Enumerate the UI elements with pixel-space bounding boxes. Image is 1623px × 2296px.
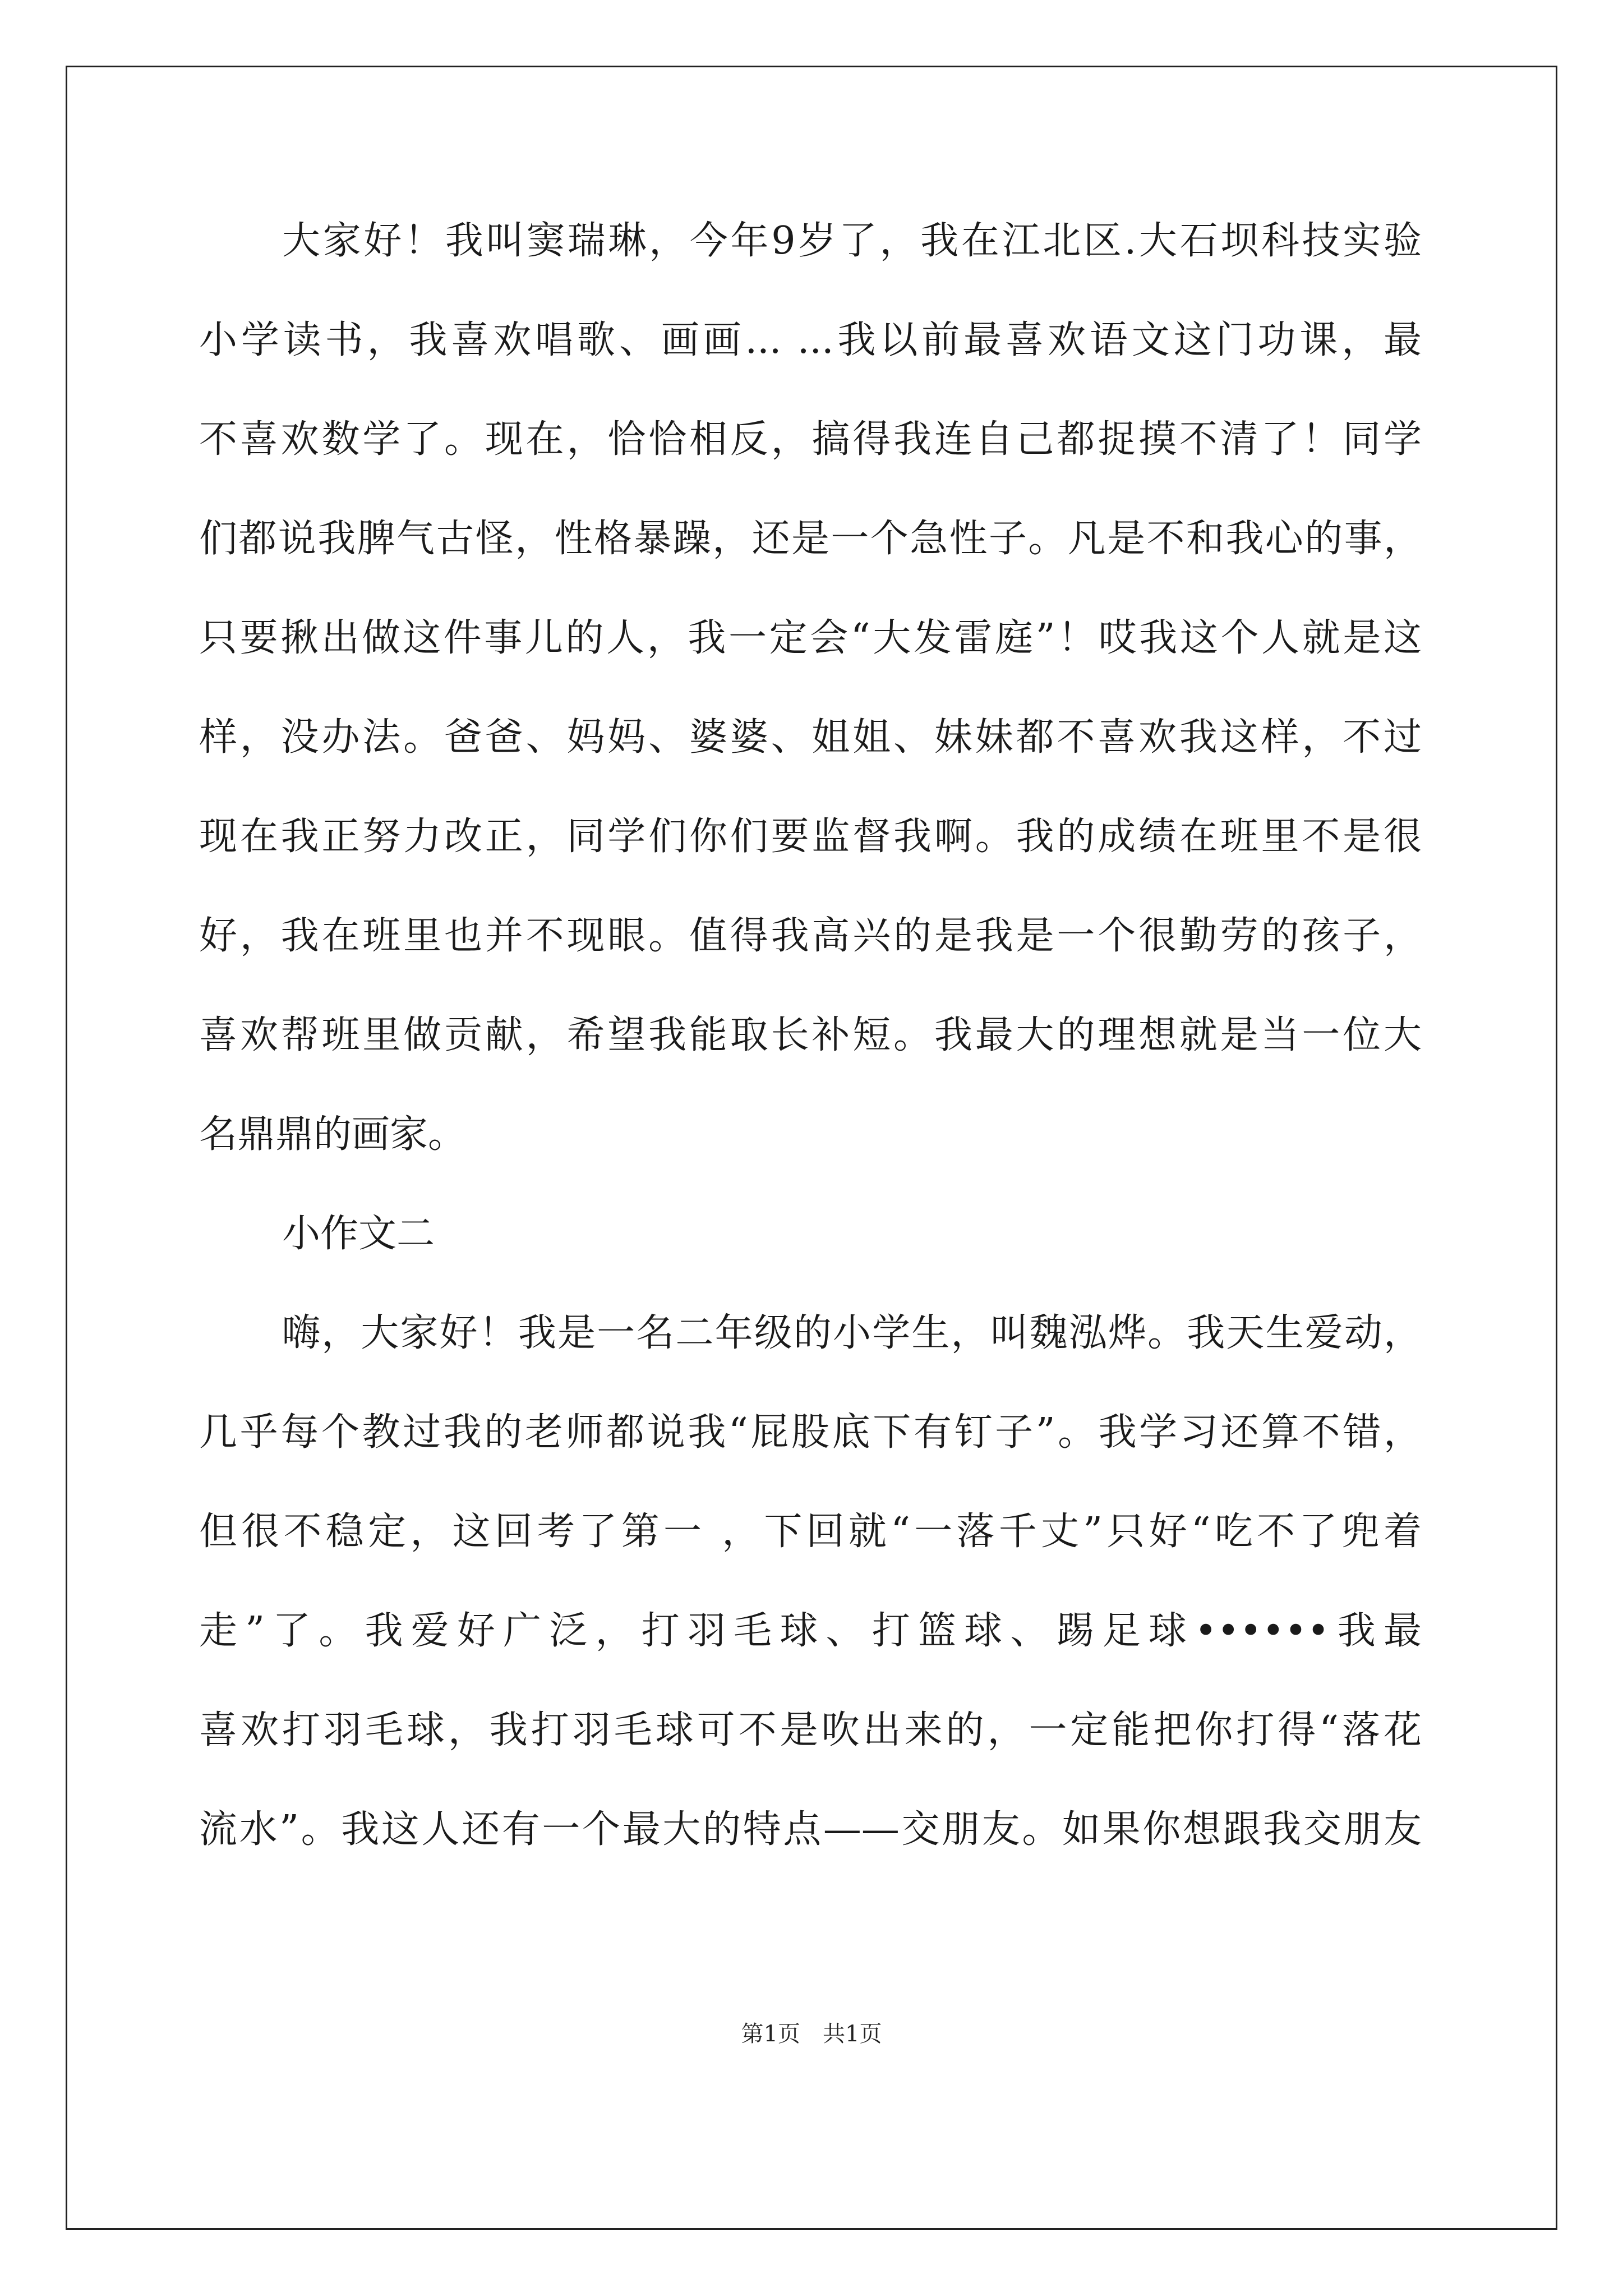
paragraph-line: 喜欢打羽毛球，我打羽毛球可不是吹出来的，一定能把你打得“落花	[199, 1708, 1422, 1752]
section-heading: 小作文二	[282, 1212, 435, 1256]
paragraph-line: 小学读书，我喜欢唱歌、画画... ...我以前最喜欢语文这门功课，最	[199, 318, 1422, 362]
paragraph-line: 样，没办法。爸爸、妈妈、婆婆、姐姐、妹妹都不喜欢我这样，不过	[199, 715, 1422, 760]
paragraph-line: 们都说我脾气古怪，性格暴躁，还是一个急性子。凡是不和我心的事，	[199, 517, 1422, 561]
paragraph-line: 大家好！我叫窦瑞琳，今年9岁了，我在江北区.大石坝科技实验	[282, 219, 1422, 263]
paragraph-line: 走”了。我爱好广泛，打羽毛球、打篮球、踢足球••••••我最	[199, 1609, 1422, 1653]
page-footer: 第1页 共1页	[741, 2021, 882, 2047]
document-body	[199, 216, 1422, 1904]
paragraph-line: 喜欢帮班里做贡献，希望我能取长补短。我最大的理想就是当一位大	[199, 1013, 1422, 1057]
paragraph-line: 嗨，大家好！我是一名二年级的小学生，叫魏泓烨。我天生爱动，	[282, 1311, 1422, 1355]
paragraph-line: 名鼎鼎的画家。	[199, 1112, 467, 1157]
paragraph-line: 不喜欢数学了。现在，恰恰相反，搞得我连自己都捉摸不清了！同学	[199, 417, 1422, 462]
paragraph-line: 好，我在班里也并不现眼。值得我高兴的是我是一个很勤劳的孩子，	[199, 914, 1422, 958]
paragraph-line: 但很不稳定，这回考了第一 ，下回就“一落千丈”只好“吃不了兜着	[199, 1510, 1422, 1554]
paragraph-line: 现在我正努力改正，同学们你们要监督我啊。我的成绩在班里不是很	[199, 815, 1422, 859]
paragraph-line: 只要揪出做这件事儿的人，我一定会“大发雷庭”！哎我这个人就是这	[199, 616, 1422, 660]
paragraph-line: 流水”。我这人还有一个最大的特点——交朋友。如果你想跟我交朋友	[199, 1807, 1422, 1852]
paragraph-line: 几乎每个教过我的老师都说我“屁股底下有钉子”。我学习还算不错，	[199, 1410, 1422, 1455]
